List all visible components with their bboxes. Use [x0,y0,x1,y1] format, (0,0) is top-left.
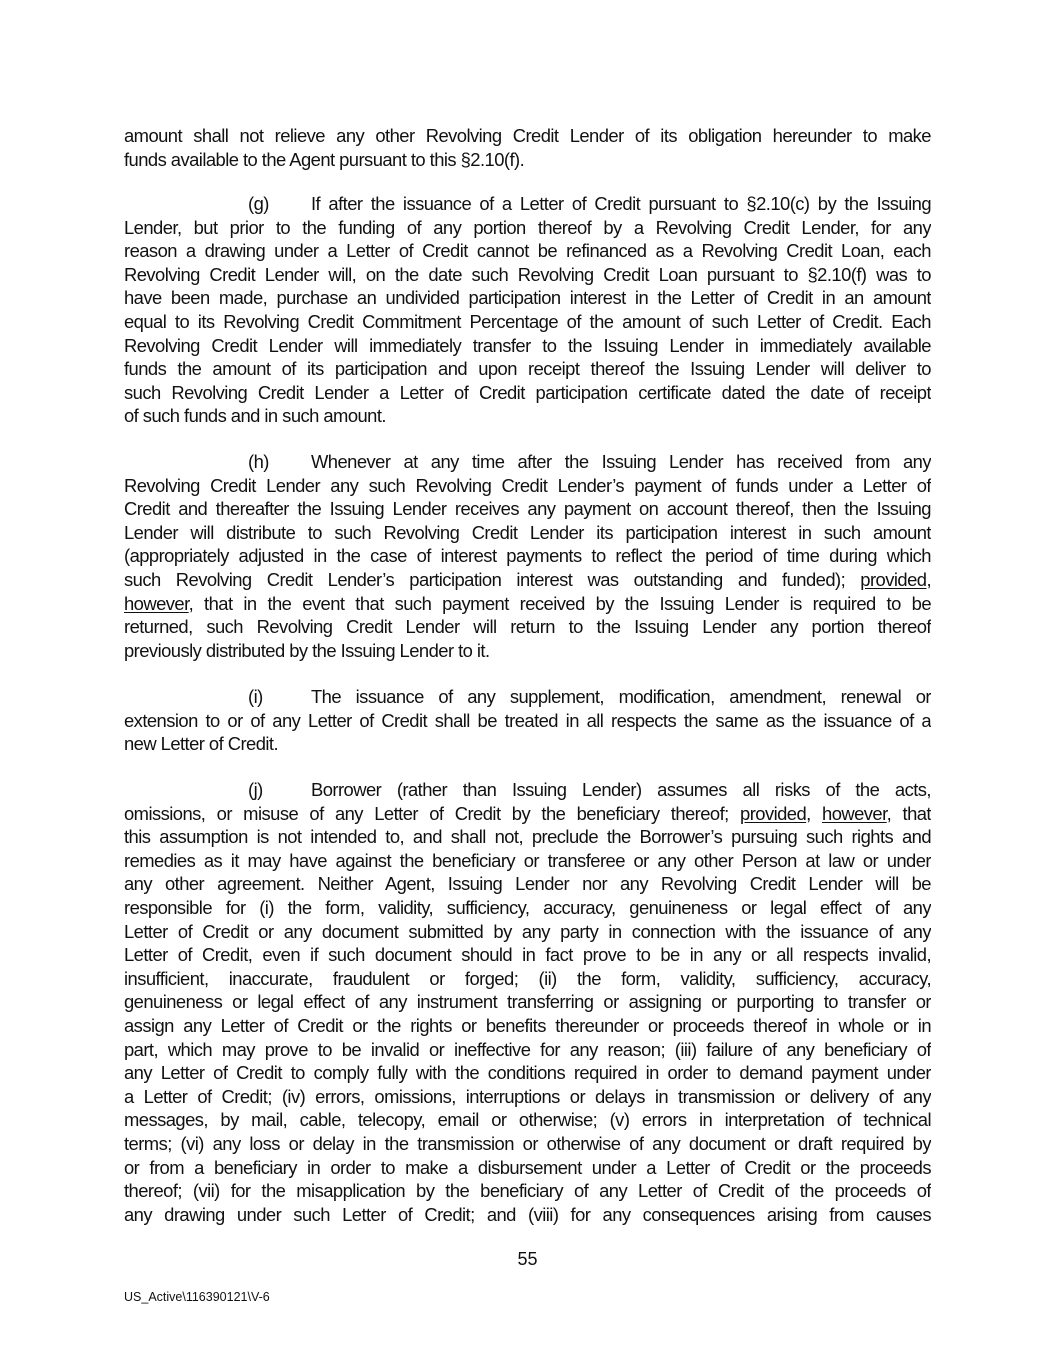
text-line [124,778,931,802]
text-span: omissions, or misuse of any Letter of Credit by the beneficiary thereof; [124,802,741,824]
text-span: Borrower (rather than Issuing Lender) assumes all risks of the acts, [311,779,931,800]
text-line [124,450,931,474]
paragraph-g [124,192,931,428]
text-line: part, which may prove to be invalid or ineffective for any reason; (iii) failure of any beneficiary of [124,1038,931,1060]
paragraph-label: (h) [248,451,269,472]
text-line: Lender, but prior to the funding of any portion thereof by a Revolving Credit Lender, for any [124,216,931,238]
text-line [124,802,931,826]
paragraph-h [124,450,931,662]
text-line: Letter of Credit, even if such document should in fact prove to be in any or all respects invalid, [124,944,931,966]
text-span: Whenever at any time after the Issuing Lender has received from any [311,451,931,472]
text-line: or from a beneficiary in order to make a disbursement under a Letter of Credit or the proceeds [124,1156,931,1178]
text-line: equal to its Revolving Credit Commitment Percentage of the amount of such Letter of Credit. Each [124,310,931,332]
text-span: such Revolving Credit Lender’s participation interest was outstanding and funded); [124,568,861,590]
text-line: extension to or of any Letter of Credit shall be treated in all respects the same as the issuance of a [124,709,931,731]
text-line: assign any Letter of Credit or the rights or benefits thereunder or proceeds thereof in whole or in [124,1014,931,1036]
text-line [124,568,931,592]
text-span: , that [886,802,931,824]
text-line: of such funds and in such amount. [124,405,386,427]
text-line: any drawing under such Letter of Credit; and (viii) for any consequences arising from causes [124,1203,931,1225]
text-line: messages, by mail, cable, telecopy, email or otherwise; (v) errors in interpretation of technical [124,1109,931,1131]
page-number: 55 [517,1249,538,1269]
text-line: any Letter of Credit to comply fully with the conditions required in order to demand payment under [124,1062,931,1084]
text-line: funds available to the Agent pursuant to this §2.10(f). [124,148,525,170]
underlined-term-however: however [822,802,887,824]
text-line: funds the amount of its participation and upon receipt thereof the Issuing Lender will deliver to [124,358,931,380]
paragraph-label: (i) [248,686,263,707]
text-span: , [926,568,931,590]
text-line: Revolving Credit Lender will immediately transfer to the Issuing Lender in immediately available [124,334,931,356]
text-line: returned, such Revolving Credit Lender will return to the Issuing Lender any portion thereof [124,616,931,638]
text-line [124,592,931,616]
text-span: , [806,802,823,824]
document-id-footer: US_Active\116390121\V-6 [124,1290,270,1304]
text-line: (appropriately adjusted in the case of interest payments to reflect the period of time during which [124,545,931,567]
text-line: remedies as it may have against the beneficiary or transferee or any other Person at law or under [124,849,931,871]
text-line: Credit and thereafter the Issuing Lender receives any payment on account thereof, then the Issuing [124,498,931,520]
paragraph-label: (j) [248,779,263,800]
paragraph-j [124,778,931,1226]
text-line: Revolving Credit Lender any such Revolving Credit Lender’s payment of funds under a Letter of [124,474,931,496]
text-line: Lender will distribute to such Revolving Credit Lender its participation interest in such amount [124,521,931,543]
text-span: , that in the event that such payment received by the Issuing Lender is required to be [188,592,931,614]
underlined-term-however: however [124,592,189,614]
underlined-term-provided: provided [740,802,807,824]
text-line: genuineness or legal effect of any instrument transferring or assigning or purporting to transfer or [124,991,931,1013]
text-line: terms; (vi) any loss or delay in the transmission or otherwise of any document or draft required by [124,1132,931,1154]
paragraph-carryover [124,124,931,171]
underlined-term-provided: provided [860,568,927,590]
text-line: insufficient, inaccurate, fraudulent or forged; (ii) the form, validity, sufficiency, accuracy, [124,967,931,989]
text-line: previously distributed by the Issuing Lender to it. [124,639,490,661]
text-line [124,192,931,216]
text-line: a Letter of Credit; (iv) errors, omissions, interruptions or delays in transmission or delivery of any [124,1085,931,1107]
text-line: responsible for (i) the form, validity, sufficiency, accuracy, genuineness or legal effect of any [124,896,931,918]
paragraph-i [124,685,931,756]
text-line: have been made, purchase an undivided participation interest in the Letter of Credit in an amount [124,287,931,309]
text-line: amount shall not relieve any other Revolving Credit Lender of its obligation hereunder to make [124,125,931,146]
text-line: new Letter of Credit. [124,733,279,755]
text-span: If after the issuance of a Letter of Credit pursuant to §2.10(c) by the Issuing [311,193,931,214]
text-span: The issuance of any supplement, modification, amendment, renewal or [311,686,931,707]
text-line [124,685,931,709]
text-line: this assumption is not intended to, and shall not, preclude the Borrower’s pursuing such rights and [124,826,931,848]
text-line: thereof; (vii) for the misapplication by the beneficiary of any Letter of Credit of the proceeds of [124,1180,931,1202]
text-line: reason a drawing under a Letter of Credit cannot be refinanced as a Revolving Credit Loan, each [124,240,931,262]
text-line: Revolving Credit Lender will, on the date such Revolving Credit Loan pursuant to §2.10(f) was to [124,263,931,285]
text-line: such Revolving Credit Lender a Letter of Credit participation certificate dated the date of receipt [124,381,931,403]
text-line: any other agreement. Neither Agent, Issuing Lender nor any Revolving Credit Lender will be [124,873,931,895]
text-line: Letter of Credit or any document submitted by any party in connection with the issuance of any [124,920,931,942]
paragraph-label: (g) [248,193,269,214]
